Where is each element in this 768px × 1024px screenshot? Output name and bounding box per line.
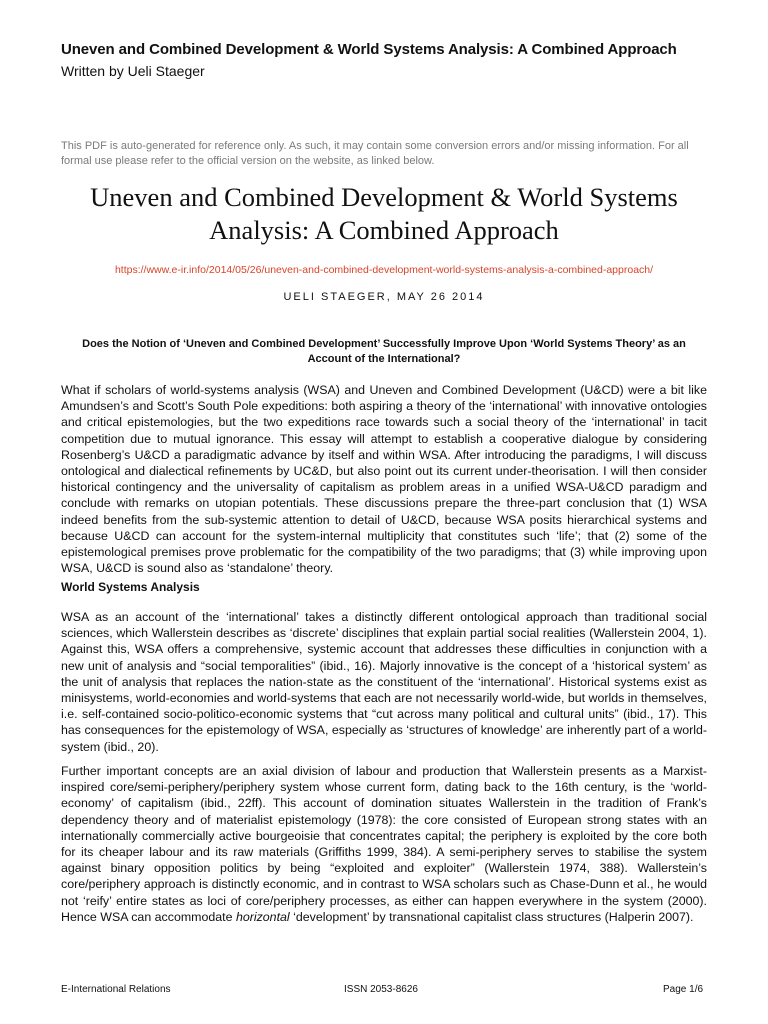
- paragraph-intro: What if scholars of world-systems analysis (WSA) and Uneven and Combined Development (U&CD) were a bit like Amundsen’s and Scott’s South Pole expeditions: both aspiring a theory of the ‘international’ with innovative ontologies and critical epistemologies, but the two expeditions race towards such a social theory of the ‘international’ in tacit competition due to mutual ignorance. This essay will attempt to establish a cooperative dialogue by considering Rosenberg’s U&CD a paradigmatic advance by itself and within WSA. After introducing the paradigms, I will discuss ontological and dialectical refinements by UC&D, but also point out its current under-theorisation. I will then consider historical contingency and the universality of capitalism as problem areas in a unified WSA-U&CD paradigm and conclude with remarks on utopian potentials. These discussions prepare the three-part conclusion that (1) WSA indeed benefits from the sub-systemic attention to detail of U&CD, because WSA posits hierarchical systems and because U&CD can account for the system-internal multiplicity that constitutes such ‘life’; that (2) some of the epistemological premises prove problematic for the compatibility of the two paradigms; that (3) while improving upon WSA, U&CD is sound also as ‘standalone’ theory.: [61, 383, 707, 576]
- header-title: Uneven and Combined Development & World Systems Analysis: A Combined Approach: [61, 41, 677, 58]
- footer-publisher: E-International Relations: [61, 984, 171, 995]
- paragraph-wsa: WSA as an account of the ‘international’ takes a distinctly different ontological approach than traditional social sciences, which Wallerstein describes as ‘discrete’ disciplines that explain partial social realities (Wallerstein 2004, 1). Against this, WSA offers a comprehensive, systemic account that addresses these difficulties in conjunction with a new unit of analysis and “social temporalities” (ibid., 16). Majorly innovative is the concept of a ‘historical system’ as the unit of analysis that replaces the nation-state as the constituent of the ‘international’. Historical systems exist as minisystems, world-economies and world-systems that each are not necessarily world-wide, but worlds in themselves, i.e. self-contained socio-politico-economic systems that “cut across many political and cultural units” (ibid., 17). This has consequences for the epistemology of WSA, especially as ‘structures of knowledge’ are inherently part of a world-system (ibid., 20).: [61, 610, 707, 754]
- article-url-link[interactable]: https://www.e-ir.info/2014/05/26/uneven-and-combined-development-world-systems-analysis-a-combined-approach/: [114, 264, 654, 276]
- paragraph-concepts-text: Further important concepts are an axial division of labour and production that Wallerstein presents as a Marxist-inspired core/semi-periphery/periphery system whose current form, dating back to the 16th century, is the ‘world-economy’ of capitalism (ibid., 22ff). This account of domination situates Wallerstein in the tradition of Frank’s dependency theory and of materialist epistemology (1978): the core consisted of European strong states with an internationally commercially active bourgeoisie that concentrates capital; the periphery is exploited by the core both for its cheaper labour and its raw materials (Griffiths 1999, 384). A semi-periphery serves to stabilise the system against binary opposition politics by being “exploited and exploiter” (Wallerstein 1974, 388). Wallerstein’s core/periphery approach is distinctly economic, and in contrast to WSA scholars such as Chase-Dunn et al., he would not ‘reify’ entire states as loci of core/periphery processes, as either can happen everywhere in the system (2000). Hence WSA can accommodate: [61, 764, 707, 924]
- disclaimer-text: This PDF is auto-generated for reference only. As such, it may contain some conversion errors and/or missing information. For all formal use please refer to the official version on the website, as linked below.: [61, 140, 689, 167]
- article-byline: UELI STAEGER, MAY 26 2014: [283, 291, 485, 303]
- footer-issn: ISSN 2053-8626: [344, 984, 418, 995]
- footer-page-number: Page 1/6: [663, 984, 704, 995]
- emphasis-horizontal: horizontal: [235, 909, 290, 924]
- paragraph-concepts-tail: ‘development’ by transnational capitalist class structures (Halperin 2007).: [289, 909, 694, 924]
- section-heading: World Systems Analysis: [61, 580, 200, 594]
- article-title: Uneven and Combined Development & World Systems Analysis: A Combined Approach: [90, 182, 678, 245]
- header-author: Written by Ueli Staeger: [61, 63, 205, 79]
- essay-question: Does the Notion of ‘Uneven and Combined Development’ Successfully Improve Upon ‘World Systems Theory’ as an Account of the International?: [82, 338, 686, 365]
- paragraph-concepts: [61, 763, 707, 925]
